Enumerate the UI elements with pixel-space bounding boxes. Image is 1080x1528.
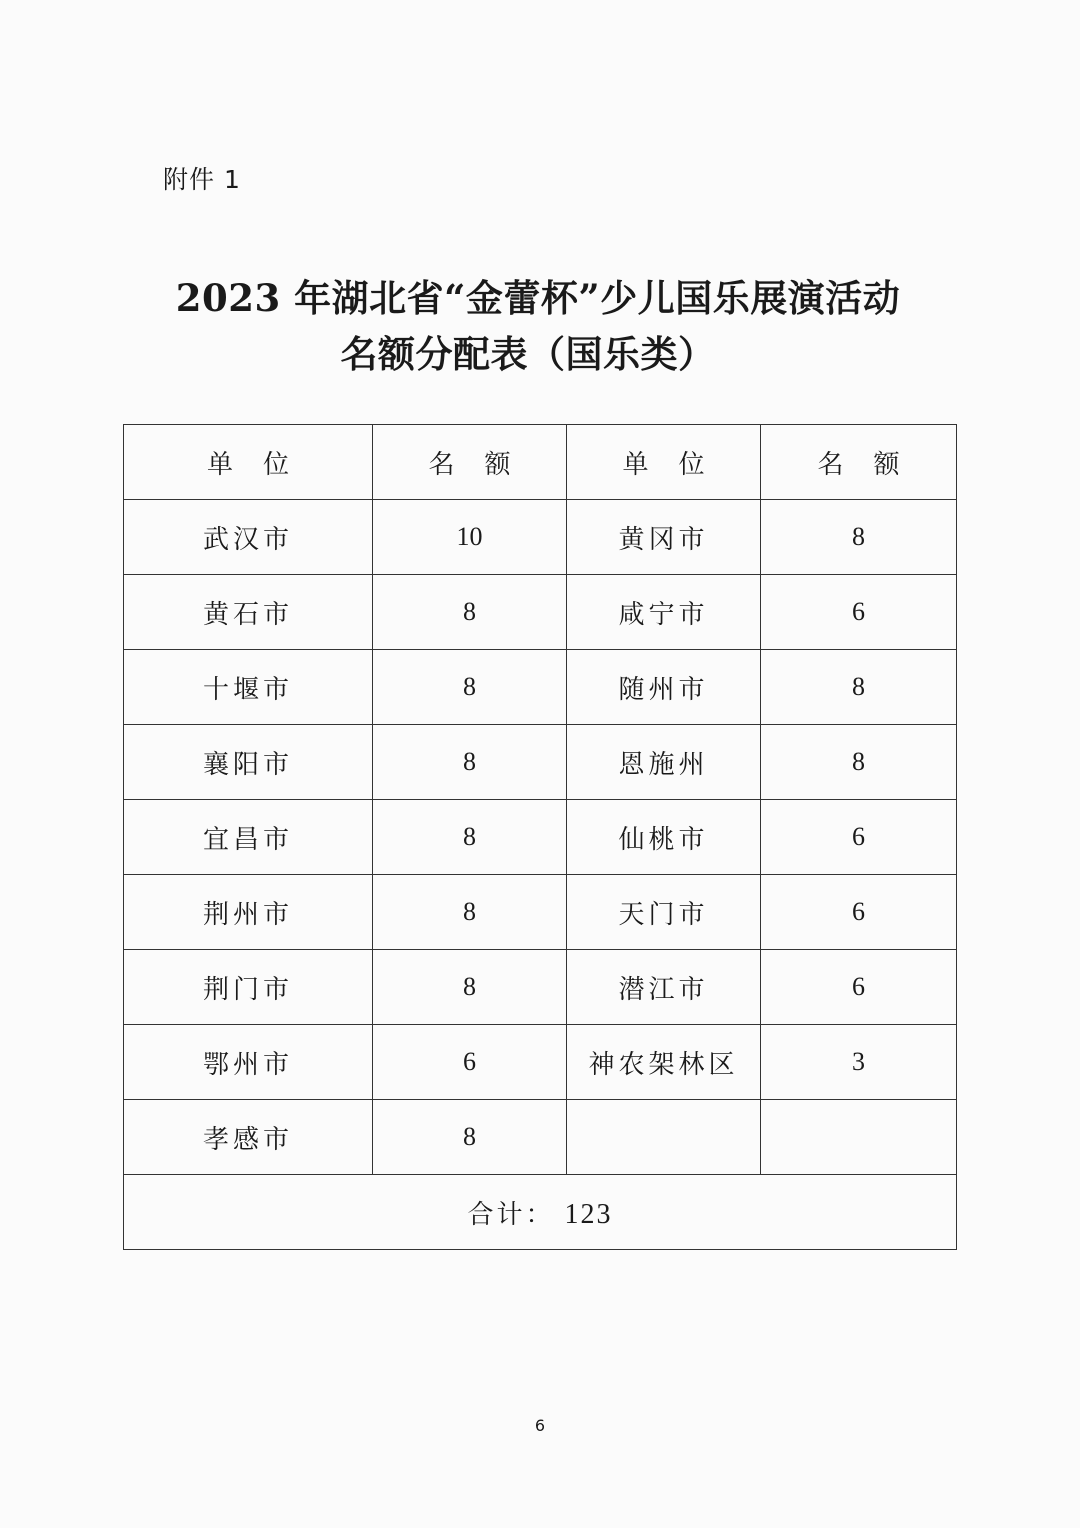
unit-cell: 随州市 xyxy=(567,650,761,725)
quota-cell: 6 xyxy=(761,800,957,875)
quota-cell-empty xyxy=(761,1100,957,1175)
quota-cell: 8 xyxy=(373,575,567,650)
header-quota: 名额 xyxy=(373,425,567,500)
table-total-row xyxy=(124,1175,957,1250)
unit-cell: 黄冈市 xyxy=(567,500,761,575)
header-quota: 名额 xyxy=(761,425,957,500)
table-row xyxy=(124,1100,957,1175)
quota-cell: 8 xyxy=(373,1100,567,1175)
total-value: 123 xyxy=(564,1198,613,1230)
quota-cell: 8 xyxy=(373,950,567,1025)
quota-table xyxy=(123,424,957,1250)
unit-cell: 襄阳市 xyxy=(124,725,373,800)
quota-cell: 8 xyxy=(761,500,957,575)
unit-cell: 宜昌市 xyxy=(124,800,373,875)
quota-cell: 8 xyxy=(761,650,957,725)
table-row xyxy=(124,575,957,650)
table-row xyxy=(124,950,957,1025)
document-title-line-1: 2023 年湖北省“金蕾杯”少儿国乐展演活动 xyxy=(175,276,901,320)
header-unit: 单位 xyxy=(567,425,761,500)
unit-cell: 恩施州 xyxy=(567,725,761,800)
unit-cell: 仙桃市 xyxy=(567,800,761,875)
quota-cell: 6 xyxy=(761,875,957,950)
unit-cell-empty xyxy=(567,1100,761,1175)
unit-cell: 荆州市 xyxy=(124,875,373,950)
quota-cell: 3 xyxy=(761,1025,957,1100)
page-number: 6 xyxy=(534,1416,546,1435)
table-row xyxy=(124,875,957,950)
quota-cell: 6 xyxy=(761,950,957,1025)
unit-cell: 十堰市 xyxy=(124,650,373,725)
unit-cell: 咸宁市 xyxy=(567,575,761,650)
attachment-label: 附件 1 xyxy=(163,165,241,194)
unit-cell: 潜江市 xyxy=(567,950,761,1025)
quota-cell: 8 xyxy=(373,650,567,725)
table-header-row xyxy=(124,425,957,500)
quota-cell: 8 xyxy=(761,725,957,800)
quota-cell: 10 xyxy=(373,500,567,575)
total-label: 合计： xyxy=(467,1199,555,1230)
unit-cell: 武汉市 xyxy=(124,500,373,575)
unit-cell: 天门市 xyxy=(567,875,761,950)
header-unit: 单位 xyxy=(124,425,373,500)
unit-cell: 孝感市 xyxy=(124,1100,373,1175)
unit-cell: 黄石市 xyxy=(124,575,373,650)
document-title-line-2: 名额分配表（国乐类） xyxy=(340,332,716,376)
total-cell xyxy=(124,1175,957,1250)
table-row xyxy=(124,500,957,575)
quota-cell: 8 xyxy=(373,800,567,875)
table-row xyxy=(124,650,957,725)
quota-cell: 8 xyxy=(373,875,567,950)
quota-cell: 6 xyxy=(373,1025,567,1100)
unit-cell: 荆门市 xyxy=(124,950,373,1025)
table-row xyxy=(124,800,957,875)
quota-cell: 6 xyxy=(761,575,957,650)
unit-cell: 神农架林区 xyxy=(567,1025,761,1100)
unit-cell: 鄂州市 xyxy=(124,1025,373,1100)
table-row xyxy=(124,725,957,800)
quota-cell: 8 xyxy=(373,725,567,800)
table-row xyxy=(124,1025,957,1100)
